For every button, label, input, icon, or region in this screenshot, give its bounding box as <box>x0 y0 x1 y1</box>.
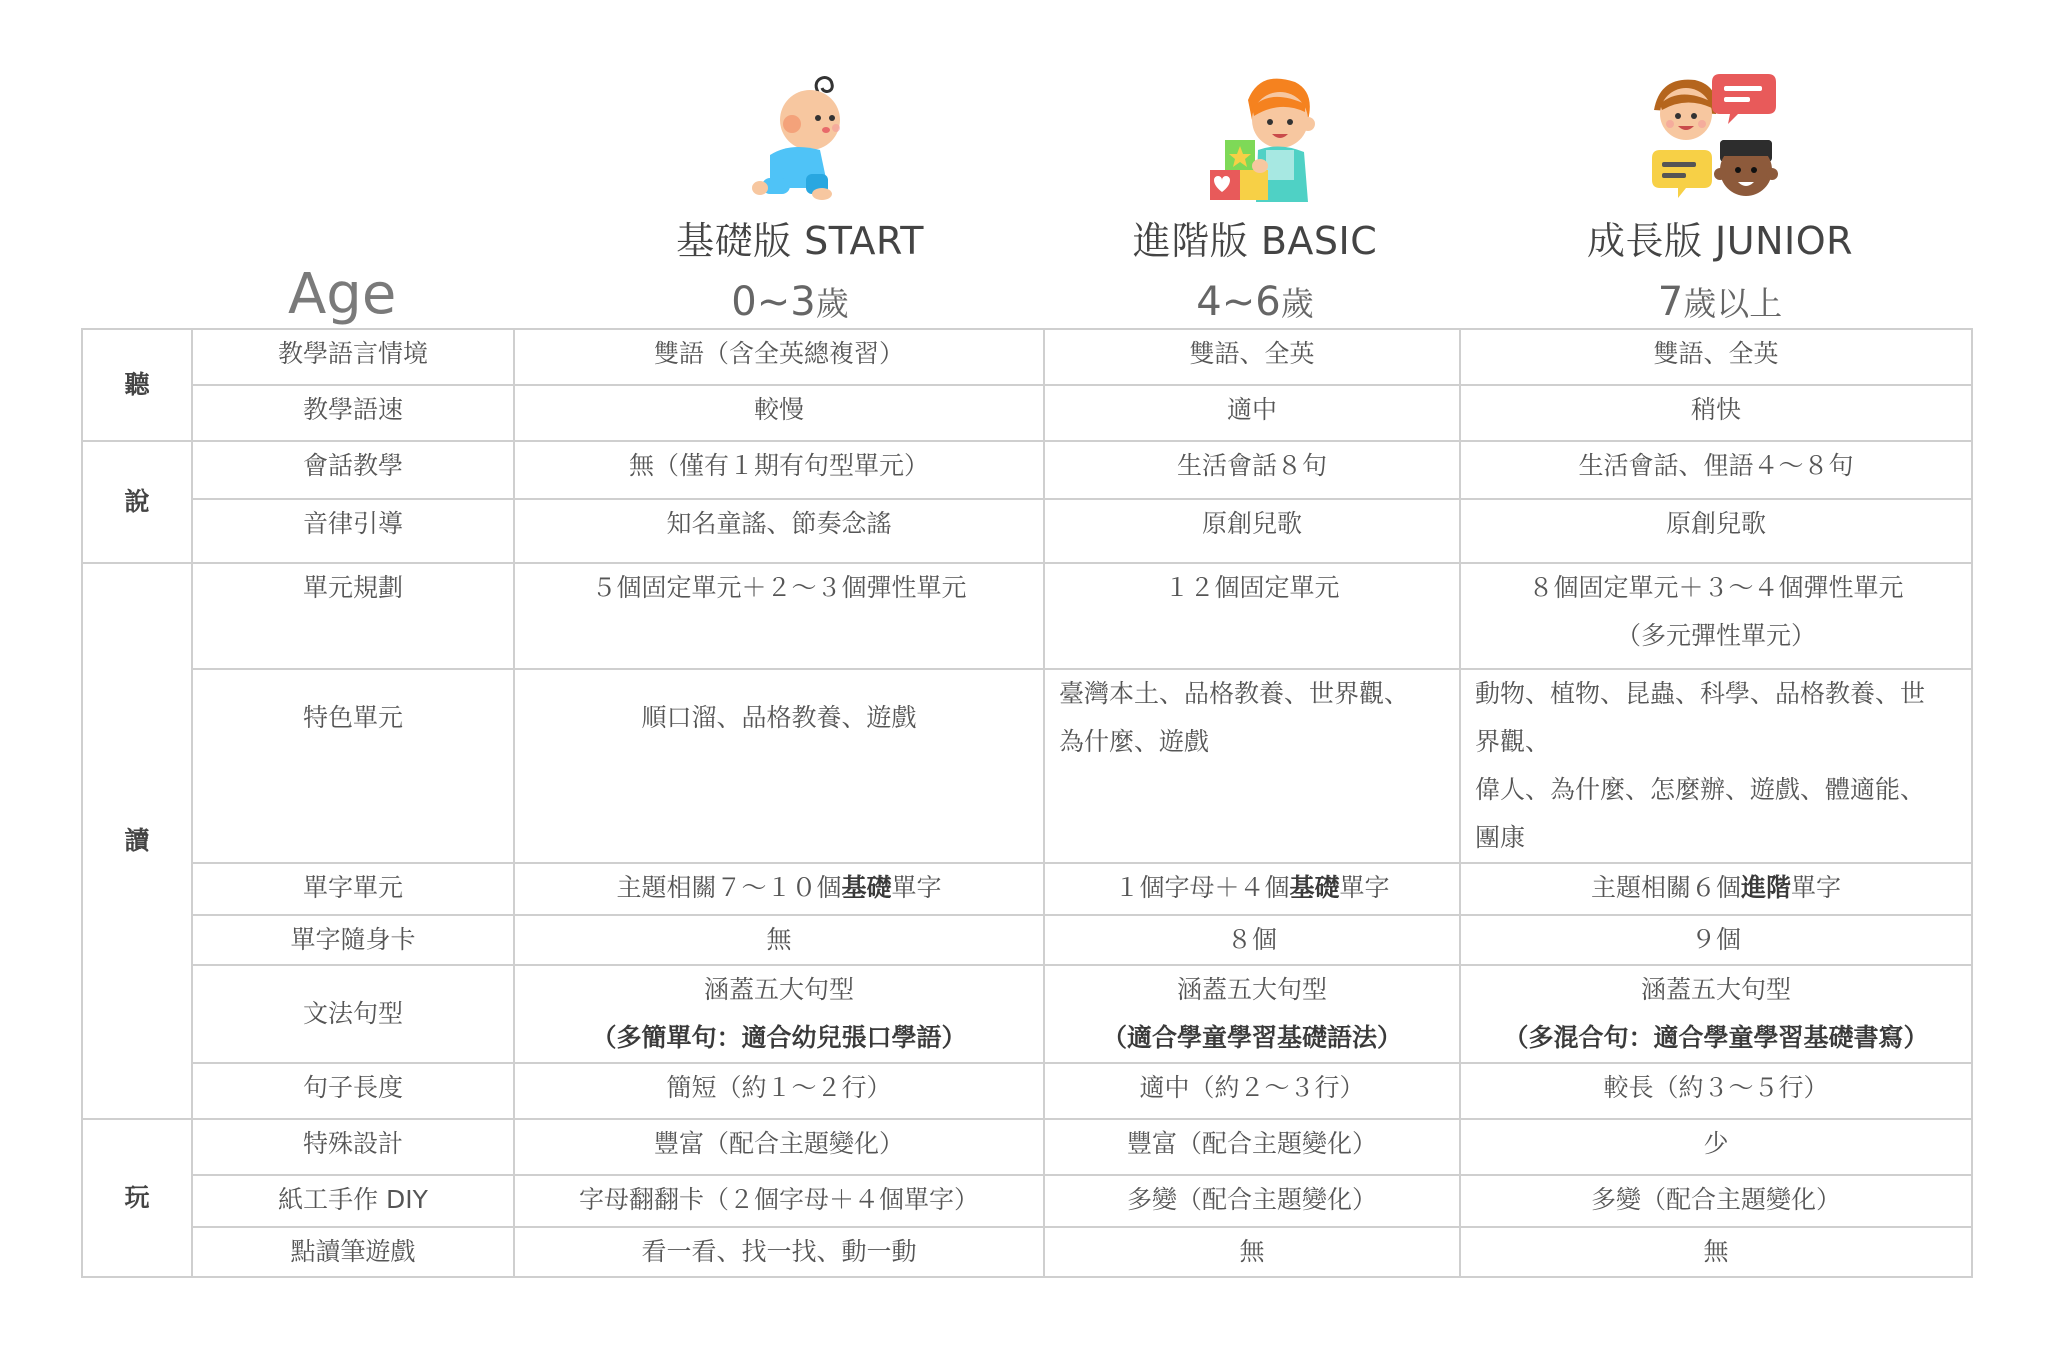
text-bold: 基礎 <box>1289 873 1340 902</box>
table-row <box>82 863 1972 915</box>
cell-start: ５個固定單元＋２～３個彈性單元 <box>514 563 1044 669</box>
cell-start: 較慢 <box>514 385 1044 441</box>
cell-basic: 雙語、全英 <box>1044 329 1460 385</box>
cell-start: 豐富（配合主題變化） <box>514 1119 1044 1175</box>
plan-age-junior <box>1510 278 1930 325</box>
feature-label: 句子長度 <box>192 1063 514 1119</box>
cell-start: 無 <box>514 915 1044 965</box>
text-part: 主題相關６個 <box>1590 873 1741 902</box>
table-row <box>82 1063 1972 1119</box>
cell-junior: 原創兒歌 <box>1460 499 1972 563</box>
feature-label: 特色單元 <box>192 669 514 863</box>
comparison-table <box>81 328 1973 1278</box>
table-row <box>82 385 1972 441</box>
feature-label: 文法句型 <box>192 965 514 1063</box>
cell-basic: １２個固定單元 <box>1044 563 1460 669</box>
feature-label: 教學語言情境 <box>192 329 514 385</box>
cell-line: 為什麼、遊戲 <box>1059 727 1210 756</box>
age-label: Age <box>288 262 397 327</box>
text-bold: 基礎 <box>841 873 892 902</box>
cell-line: 涵蓋五大句型 <box>703 975 854 1004</box>
cell-line: 動物、植物、昆蟲、科學、品格教養、世 <box>1475 679 1926 708</box>
cell-start: 知名童謠、節奏念謠 <box>514 499 1044 563</box>
kids-chatting-icon <box>1650 70 1780 205</box>
text-part: １個字母＋４個 <box>1114 873 1290 902</box>
cell-start: 字母翻翻卡（２個字母＋４個單字） <box>514 1175 1044 1227</box>
cell-start: 簡短（約１～２行） <box>514 1063 1044 1119</box>
cell-junior: ９個 <box>1460 915 1972 965</box>
cell-junior: 無 <box>1460 1227 1972 1277</box>
feature-label: 單元規劃 <box>192 563 514 669</box>
feature-label: 會話教學 <box>192 441 514 499</box>
cell-line: 涵蓋五大句型 <box>1176 975 1327 1004</box>
text-part: 單字 <box>891 873 942 902</box>
cell-basic <box>1044 965 1460 1063</box>
cell-start: 看一看、找一找、動一動 <box>514 1227 1044 1277</box>
age-unit: 歲以上 <box>1683 284 1783 323</box>
category-listen: 聽 <box>82 329 192 441</box>
plan-name-start: 基礎版 START <box>676 219 924 263</box>
age-unit: 歲 <box>815 284 849 323</box>
cell-basic <box>1044 863 1460 915</box>
text-part: 單字 <box>1339 873 1390 902</box>
cell-junior <box>1460 965 1972 1063</box>
cell-basic: ８個 <box>1044 915 1460 965</box>
age-value: 7 <box>1657 279 1684 325</box>
cell-basic: 豐富（配合主題變化） <box>1044 1119 1460 1175</box>
cell-start <box>514 965 1044 1063</box>
feature-label: 教學語速 <box>192 385 514 441</box>
plan-age-basic <box>1045 278 1465 325</box>
text-part: 主題相關７～１０個 <box>616 873 842 902</box>
table-row <box>82 965 1972 1063</box>
plan-age-start <box>590 278 990 325</box>
table-row <box>82 329 1972 385</box>
table-row <box>82 1227 1972 1277</box>
cell-basic: 生活會話８句 <box>1044 441 1460 499</box>
table-row <box>82 563 1972 669</box>
category-read: 讀 <box>82 563 192 1119</box>
feature-label: 紙工手作 DIY <box>192 1175 514 1227</box>
table-row <box>82 499 1972 563</box>
cell-start: 無（僅有１期有句型單元） <box>514 441 1044 499</box>
text-part: 單字 <box>1791 873 1842 902</box>
feature-label: 音律引導 <box>192 499 514 563</box>
plan-name-junior: 成長版 JUNIOR <box>1586 219 1854 263</box>
child-with-blocks-icon <box>1200 70 1330 205</box>
cell-junior <box>1460 669 1972 863</box>
cell-basic: 原創兒歌 <box>1044 499 1460 563</box>
cell-start: 雙語（含全英總複習） <box>514 329 1044 385</box>
cell-line: 偉人、為什麼、怎麼辦、遊戲、體適能、 <box>1475 775 1926 804</box>
age-value: 0~3 <box>731 279 816 325</box>
cell-junior <box>1460 863 1972 915</box>
cell-junior: 少 <box>1460 1119 1972 1175</box>
feature-label: 點讀筆遊戲 <box>192 1227 514 1277</box>
text-bold: 進階 <box>1740 873 1791 902</box>
feature-label: 特殊設計 <box>192 1119 514 1175</box>
age-value: 4~6 <box>1196 279 1281 325</box>
category-play: 玩 <box>82 1119 192 1277</box>
cell-basic <box>1044 669 1460 863</box>
table-row <box>82 441 1972 499</box>
table-row <box>82 1119 1972 1175</box>
cell-basic: 適中（約２～３行） <box>1044 1063 1460 1119</box>
cell-start <box>514 863 1044 915</box>
age-unit: 歲 <box>1280 284 1314 323</box>
cell-junior: 較長（約３～５行） <box>1460 1063 1972 1119</box>
cell-junior <box>1460 563 1972 669</box>
cell-line: ８個固定單元＋３～４個彈性單元 <box>1528 573 1904 602</box>
cell-line-bold: （多簡單句：適合幼兒張口學語） <box>591 1023 967 1052</box>
cell-junior: 多變（配合主題變化） <box>1460 1175 1972 1227</box>
table-row <box>82 669 1972 863</box>
feature-label: 單字單元 <box>192 863 514 915</box>
cell-line: 臺灣本土、品格教養、世界觀、 <box>1059 679 1410 708</box>
category-speak: 說 <box>82 441 192 563</box>
cell-line: 界觀、 <box>1475 727 1551 756</box>
cell-line: （多元彈性單元） <box>1615 621 1816 650</box>
cell-line-bold: （多混合句：適合學童學習基礎書寫） <box>1503 1023 1929 1052</box>
table-row <box>82 915 1972 965</box>
plan-name-basic: 進階版 BASIC <box>1132 219 1378 263</box>
cell-junior: 稍快 <box>1460 385 1972 441</box>
cell-junior: 雙語、全英 <box>1460 329 1972 385</box>
cell-basic: 多變（配合主題變化） <box>1044 1175 1460 1227</box>
cell-start: 順口溜、品格教養、遊戲 <box>514 669 1044 863</box>
table-row <box>82 1175 1972 1227</box>
cell-basic: 適中 <box>1044 385 1460 441</box>
baby-crawling-icon <box>740 70 860 205</box>
feature-label: 單字隨身卡 <box>192 915 514 965</box>
cell-basic: 無 <box>1044 1227 1460 1277</box>
cell-line-bold: （適合學童學習基礎語法） <box>1101 1023 1402 1052</box>
cell-line: 團康 <box>1475 823 1526 852</box>
cell-junior: 生活會話、俚語４～８句 <box>1460 441 1972 499</box>
cell-line: 涵蓋五大句型 <box>1640 975 1791 1004</box>
